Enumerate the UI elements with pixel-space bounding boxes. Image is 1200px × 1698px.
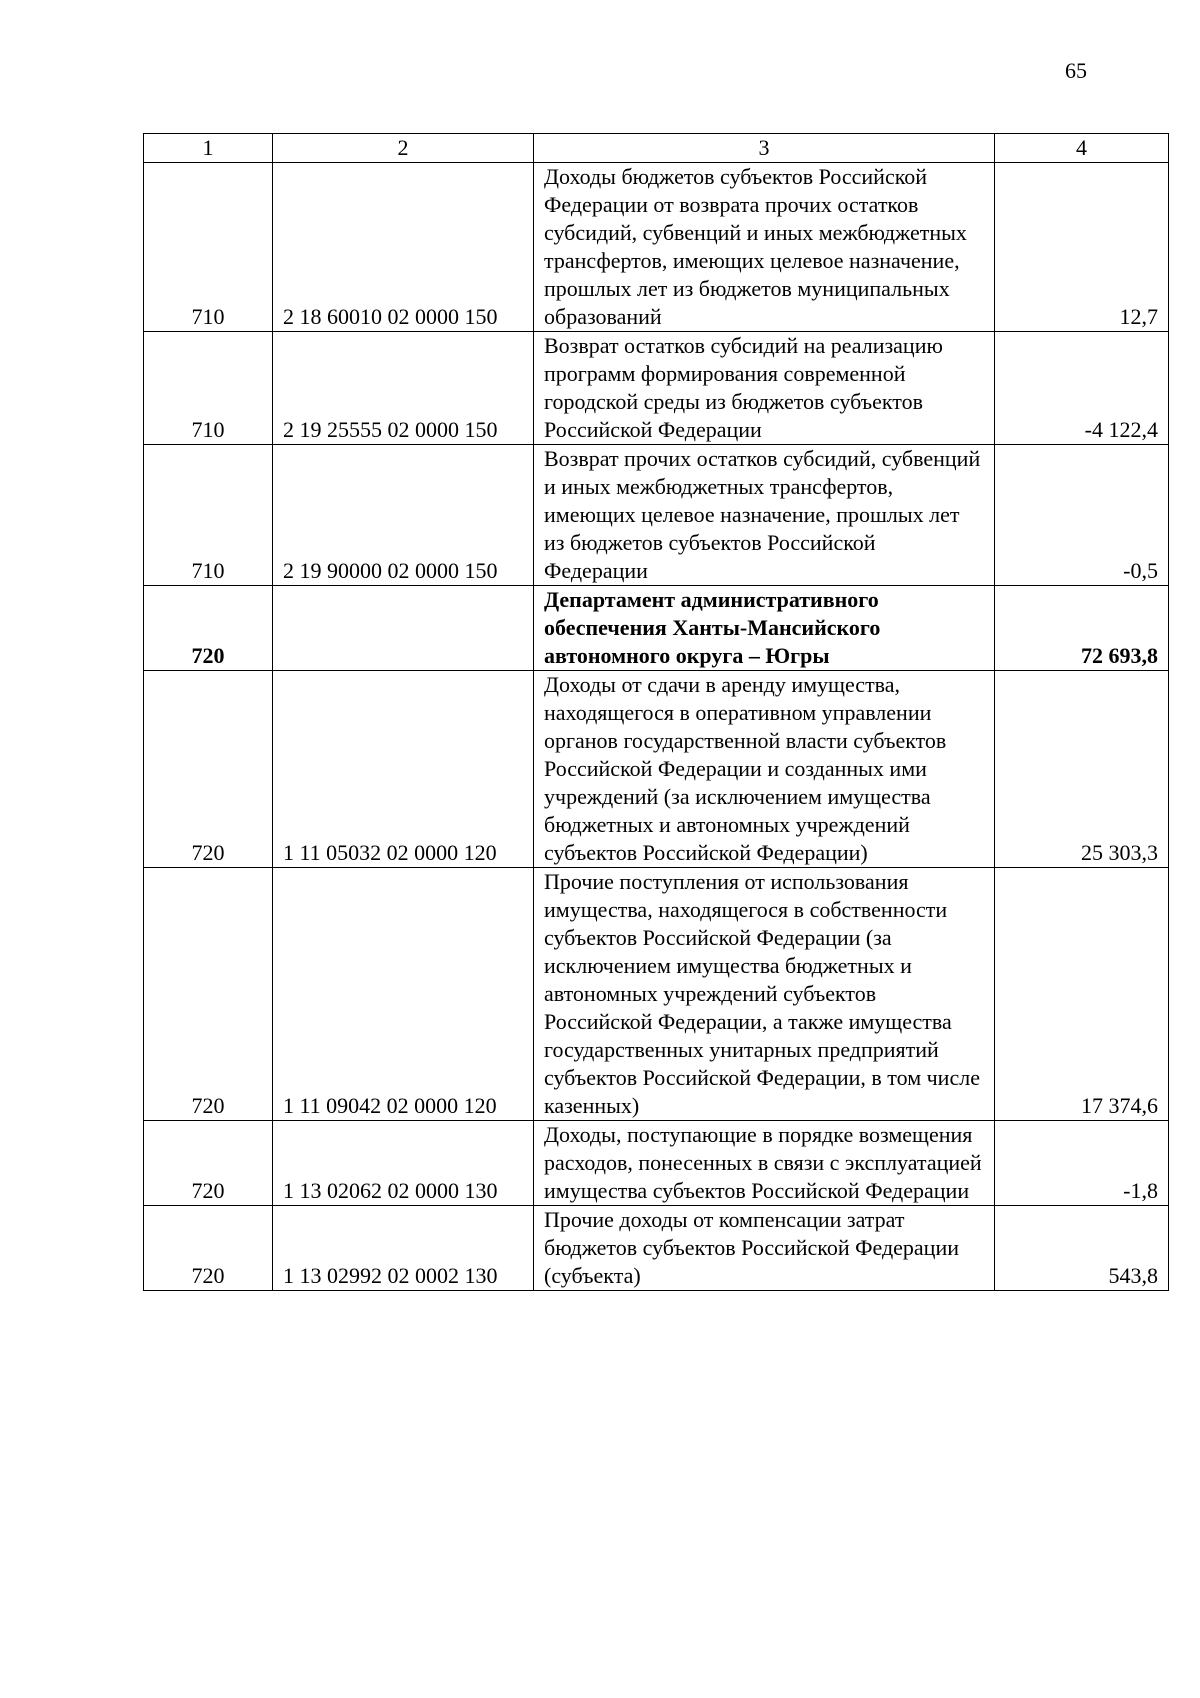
admin-code-cell: 710 (144, 163, 273, 332)
header-row (144, 134, 1169, 163)
budget-code-cell (273, 586, 534, 671)
page-number: 65 (1065, 58, 1087, 83)
amount-cell: 543,8 (995, 1206, 1169, 1291)
revenue-name-cell: Прочие поступления от использования имущества, находящегося в собственности субъектов Российской Федерации (за исключением имущества бюджетных и автономных учреждений субъектов Российской Федерации, а также имущества государственных унитарных предприятий субъектов Российской Федерации, в том числе казенных) (534, 868, 995, 1121)
revenue-name-cell: Департамент административного обеспечения Ханты-Мансийского автономного округа – Югры (534, 586, 995, 671)
amount-cell: 12,7 (995, 163, 1169, 332)
admin-code-cell: 720 (144, 1206, 273, 1291)
budget-code-cell: 2 18 60010 02 0000 150 (273, 163, 534, 332)
table-body (144, 163, 1169, 1291)
header-col-3: 3 (534, 134, 995, 163)
admin-code-cell: 710 (144, 332, 273, 445)
table-row (144, 445, 1169, 586)
budget-code-cell: 1 11 09042 02 0000 120 (273, 868, 534, 1121)
admin-code-cell: 720 (144, 1121, 273, 1206)
header-col-2: 2 (273, 134, 534, 163)
amount-cell: 72 693,8 (995, 586, 1169, 671)
revenue-name-cell: Прочие доходы от компенсации затрат бюджетов субъектов Российской Федерации (субъекта) (534, 1206, 995, 1291)
budget-code-cell: 2 19 90000 02 0000 150 (273, 445, 534, 586)
table-header (144, 134, 1169, 163)
revenue-name-cell: Доходы от сдачи в аренду имущества, находящегося в оперативном управлении органов государственной власти субъектов Российской Федерации и созданных ими учреждений (за исключением имущества бюджетных и автономных учреждений субъектов Российской Федерации) (534, 671, 995, 868)
amount-cell: 25 303,3 (995, 671, 1169, 868)
budget-code-cell: 1 11 05032 02 0000 120 (273, 671, 534, 868)
header-col-4: 4 (995, 134, 1169, 163)
revenue-name-cell: Возврат прочих остатков субсидий, субвенций и иных межбюджетных трансфертов, имеющих целевое назначение, прошлых лет из бюджетов субъектов Российской Федерации (534, 445, 995, 586)
budget-code-cell: 1 13 02062 02 0000 130 (273, 1121, 534, 1206)
table-row (144, 1121, 1169, 1206)
budget-code-cell: 1 13 02992 02 0002 130 (273, 1206, 534, 1291)
revenue-name-cell: Доходы, поступающие в порядке возмещения расходов, понесенных в связи с эксплуатацией имущества субъектов Российской Федерации (534, 1121, 995, 1206)
admin-code-cell: 720 (144, 868, 273, 1121)
table-row (144, 868, 1169, 1121)
amount-cell: -0,5 (995, 445, 1169, 586)
table-row (144, 1206, 1169, 1291)
admin-code-cell: 720 (144, 671, 273, 868)
amount-cell: -4 122,4 (995, 332, 1169, 445)
admin-code-cell: 720 (144, 586, 273, 671)
revenue-table (143, 133, 1169, 1291)
amount-cell: -1,8 (995, 1121, 1169, 1206)
table-row (144, 332, 1169, 445)
budget-code-cell: 2 19 25555 02 0000 150 (273, 332, 534, 445)
revenue-name-cell: Доходы бюджетов субъектов Российской Федерации от возврата прочих остатков субсидий, субвенций и иных межбюджетных трансфертов, имеющих целевое назначение, прошлых лет из бюджетов муниципальных образований (534, 163, 995, 332)
amount-cell: 17 374,6 (995, 868, 1169, 1121)
table-row (144, 163, 1169, 332)
table-row (144, 586, 1169, 671)
admin-code-cell: 710 (144, 445, 273, 586)
header-col-1: 1 (144, 134, 273, 163)
revenue-name-cell: Возврат остатков субсидий на реализацию программ формирования современной городской среды из бюджетов субъектов Российской Федерации (534, 332, 995, 445)
table-row (144, 671, 1169, 868)
